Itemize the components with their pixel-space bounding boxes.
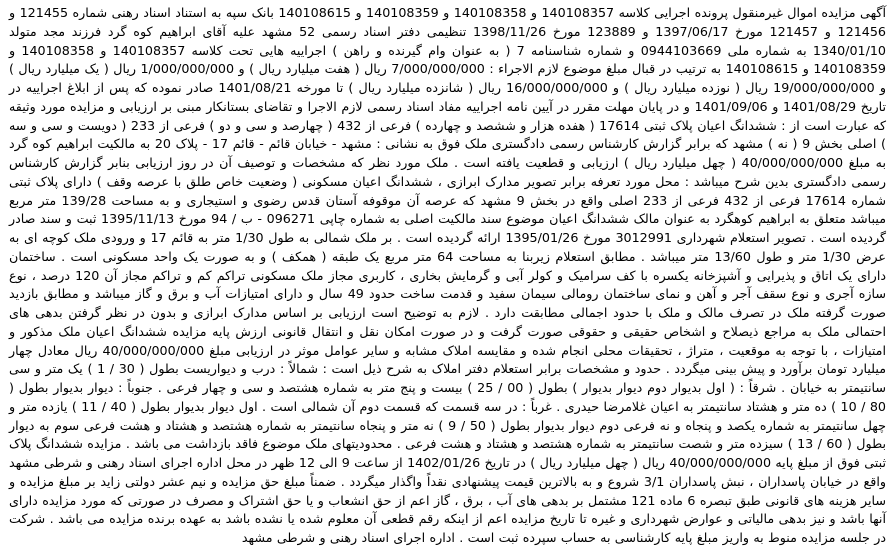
auction-notice-text: آگهی مزایده اموال غیرمنقول پرونده اجرایی کلاسه 140108357 و 140108358 و 140108359 و 140108615 بانک سپه به استناد اسناد رهنی شماره 121455 و 121456 و 121457 مورخ 1397/06/17 و 123889 مورخ 1398/11/26 تنظیمی دفتر اسناد رسمی 52 مشهد علیه آقای ابراهیم کوه گرد فرزند مجد متولد 1340/01/10 به شماره ملی 0944103669 و شماره شناسنامه 7 ( به عنوان وام گیرنده و راهن ) اجراییه هایی تحت کلاسه 140108357 و 140108358 و 140108359 و 140108615 به ترتیب در قبال مبلغ موضوع لازم الاجراء : 7/000/000/000 ریال ( هفت میلیارد ریال ) و 1/000/000/000 ریال ( یک میلیارد ریال ) و 19/000/000/000 ریال ( نوزده میلیارد ریال ) و 16/000/000/000 ریال ( شانزده میلیارد ریال ) تا مورخه 1401/08/21 صادر نموده که پس از ابلاغ اجراییه در تاریخ 1401/08/29 و 1401/09/06 و در پایان مهلت مقرر در آیین نامه اجراییه مفاد اسناد رسمی لازم الاجرا و تقاضای بستانکار مبنی بر ارزیابی و مزایده مورد وثیقه که عبارت است از : ششدانگ اعیان پلاک ثبتی 17614 ( هفده هزار و ششصد و چهارده ) فرعی از 432 ( چهارصد و سی و دو ) فرعی از 233 ( دویست و سی و سه ) اصلی بخش 9 ( نه ) مشهد که برابر گزارش کارشناس رسمی دادگستری ملک فوق به نشانی : مشهد - خیابان قائم - قائم 17 - پلاک 20 به مالکیت ابراهیم کوه گرد به مبلغ 40/000/000/000 ( چهل میلیارد ریال ) ارزیابی و قطعیت یافته است . ملک مورد نظر که مشخصات و توصیف آن در روز ارزیابی بنابر گزارش کارشناس رسمی دادگستری بدین شرح میباشد : محل مورد تعرفه برابر تصویر مدارک ابرازی ، ششدانگ اعیان مسکونی ( وضعیت خاص طلق با عرصه وقف ) دارای پلاک ثبتی شماره 17614 فرعی از 432 فرعی از 233 اصلی واقع در بخش 9 مشهد که عرصه آن موقوفه آستان قدس رضوی و استیجاری و به مساحت 139/28 متر مربع میباشد متعلق به ابراهیم کوهگرد به عنوان مالک ششدانگ اعیان موضوع سند مالکیت اصلی به شماره چاپی 096271 - ب / 94 مورخ 1395/11/13 ثبت و سند صادر گردیده است . تصویر استعلام شهرداری 3012991 مورخ 1395/01/26 ارائه گردیده است . بر ملک شمالی به طول 1/30 متر به قائم 17 و ورودی ملک کوچه ای به عرض 1/30 متر و طول 13/60 متر میباشد . مطابق استعلام زیربنا به مساحت 64 متر مربع یک طبقه ( همکف ) و به صورت یک واحد مسکونی است . ساختمان دارای یک اتاق و پذیرایی و آشپزخانه یکسره با کف سرامیک و کولر آبی و گرمایش بخاری ، کاربری مجاز ملک مسکونی تراکم کم و تراکم مجاز آن 120 درصد ، نوع سازه آجری و نوع سقف آجر و آهن و نمای ساختمان رومالی سیمان سفید و قدمت ساخت حدود 49 سال و دارای امتیازات آب و برق و گاز میباشد و مطابق بازدید صورت گرفته ملک در تصرف مالک و ملک با حدود اجمالی مطابقت دارد . لازم به توضیح است ارزیابی بر اساس مدارک ابرازی و بدون در نظر گرفتن بدهی های احتمالی ملک به مراجع ذیصلاح و اشخاص حقیقی و حقوقی صورت گرفت و در صورت امکان نقل و انتقال قانونی ارزش پایه مزایده ششدانگ اعیان ملک مذکور و امتیازات ، با توجه به موقعیت ، متراژ ، تحقیقات محلی انجام شده و مقایسه املاک مشابه و سایر عوامل موثر در ارزیابی مبلغ 40/000/000/000 ریال معادل چهار میلیارد تومان برآورد و پیش بینی میگردد . حدود و مشخصات برابر استعلام دفتر املاک به شرح ذیل است : شمالاً : درب و دیواریست بطول ( 30 / 1 ) یک متر و سی سانتیمتر به خیابان . شرقاً : ( اول بدیوار دوم دیوار بدیوار ) بطول ( 00 / 25 ) بیست و پنج متر به شماره هشتصد و سی و چهار فرعی . جنوباً : دیوار بدیوار بطول ( 80 / 10 ) ده متر و هشتاد سانتیمتر به اعیان غلامرضا حیدری . غرباً : در سه قسمت که قسمت دوم آن شمالی است . اول دیوار بدیوار بطول ( 40 / 11 ) یازده متر و چهل سانتیمتر به شماره یکصد و پنجاه و نه فرعی دوم دیوار بدیوار بطول ( 50 / 9 ) نه متر و پنجاه سانتیمتر به شماره هشتصد و هشتاد و هشت فرعی سوم به دیوار بطول ( 60 / 13 ) سیزده متر و شصت سانتیمتر به شماره هشتصد و هشتاد و هشت فرعی . محدودیتهای ملک موضوع فاقد بازداشت می باشد . مزایده ششدانگ پلاک ثبتی فوق از مبلغ پایه 40/000/000/000 ریال ( چهل میلیارد ریال ) در تاریخ 1402/01/26 از ساعت 9 الی 12 ظهر در محل اداره اجرای اسناد رهنی و شرطی مشهد واقع در خیابان پاسداران ، نبش پاسداران 3/1 شروع و به بالاترین قیمت پیشنهادی نقداً واگذار میگردد . ضمناً مبلغ حق مزایده و نیم عشر دولتی زاید بر مبلغ مزایده و سایر هزینه های قانونی طبق تبصره 6 ماده 121 مشتمل بر بدهی های آب ، برق ، گاز اعم از حق انشعاب و یا حق اشتراک و مصرف در صورتی که مورد مزایده دارای آنها باشد و نیز بدهی مالیاتی و عوارض شهرداری و غیره تا تاریخ مزایده اعم از اینکه رقم قطعی آن معلوم شده یا نشده باشد به عهده برنده مزایده می باشد . شرکت در جلسه مزایده منوط به واریز مبلغ پایه کارشناسی به حساب سپرده ثبت است . اداره اجرای اسناد رهنی و شرطی مشهد bbox=[9, 5, 887, 545]
